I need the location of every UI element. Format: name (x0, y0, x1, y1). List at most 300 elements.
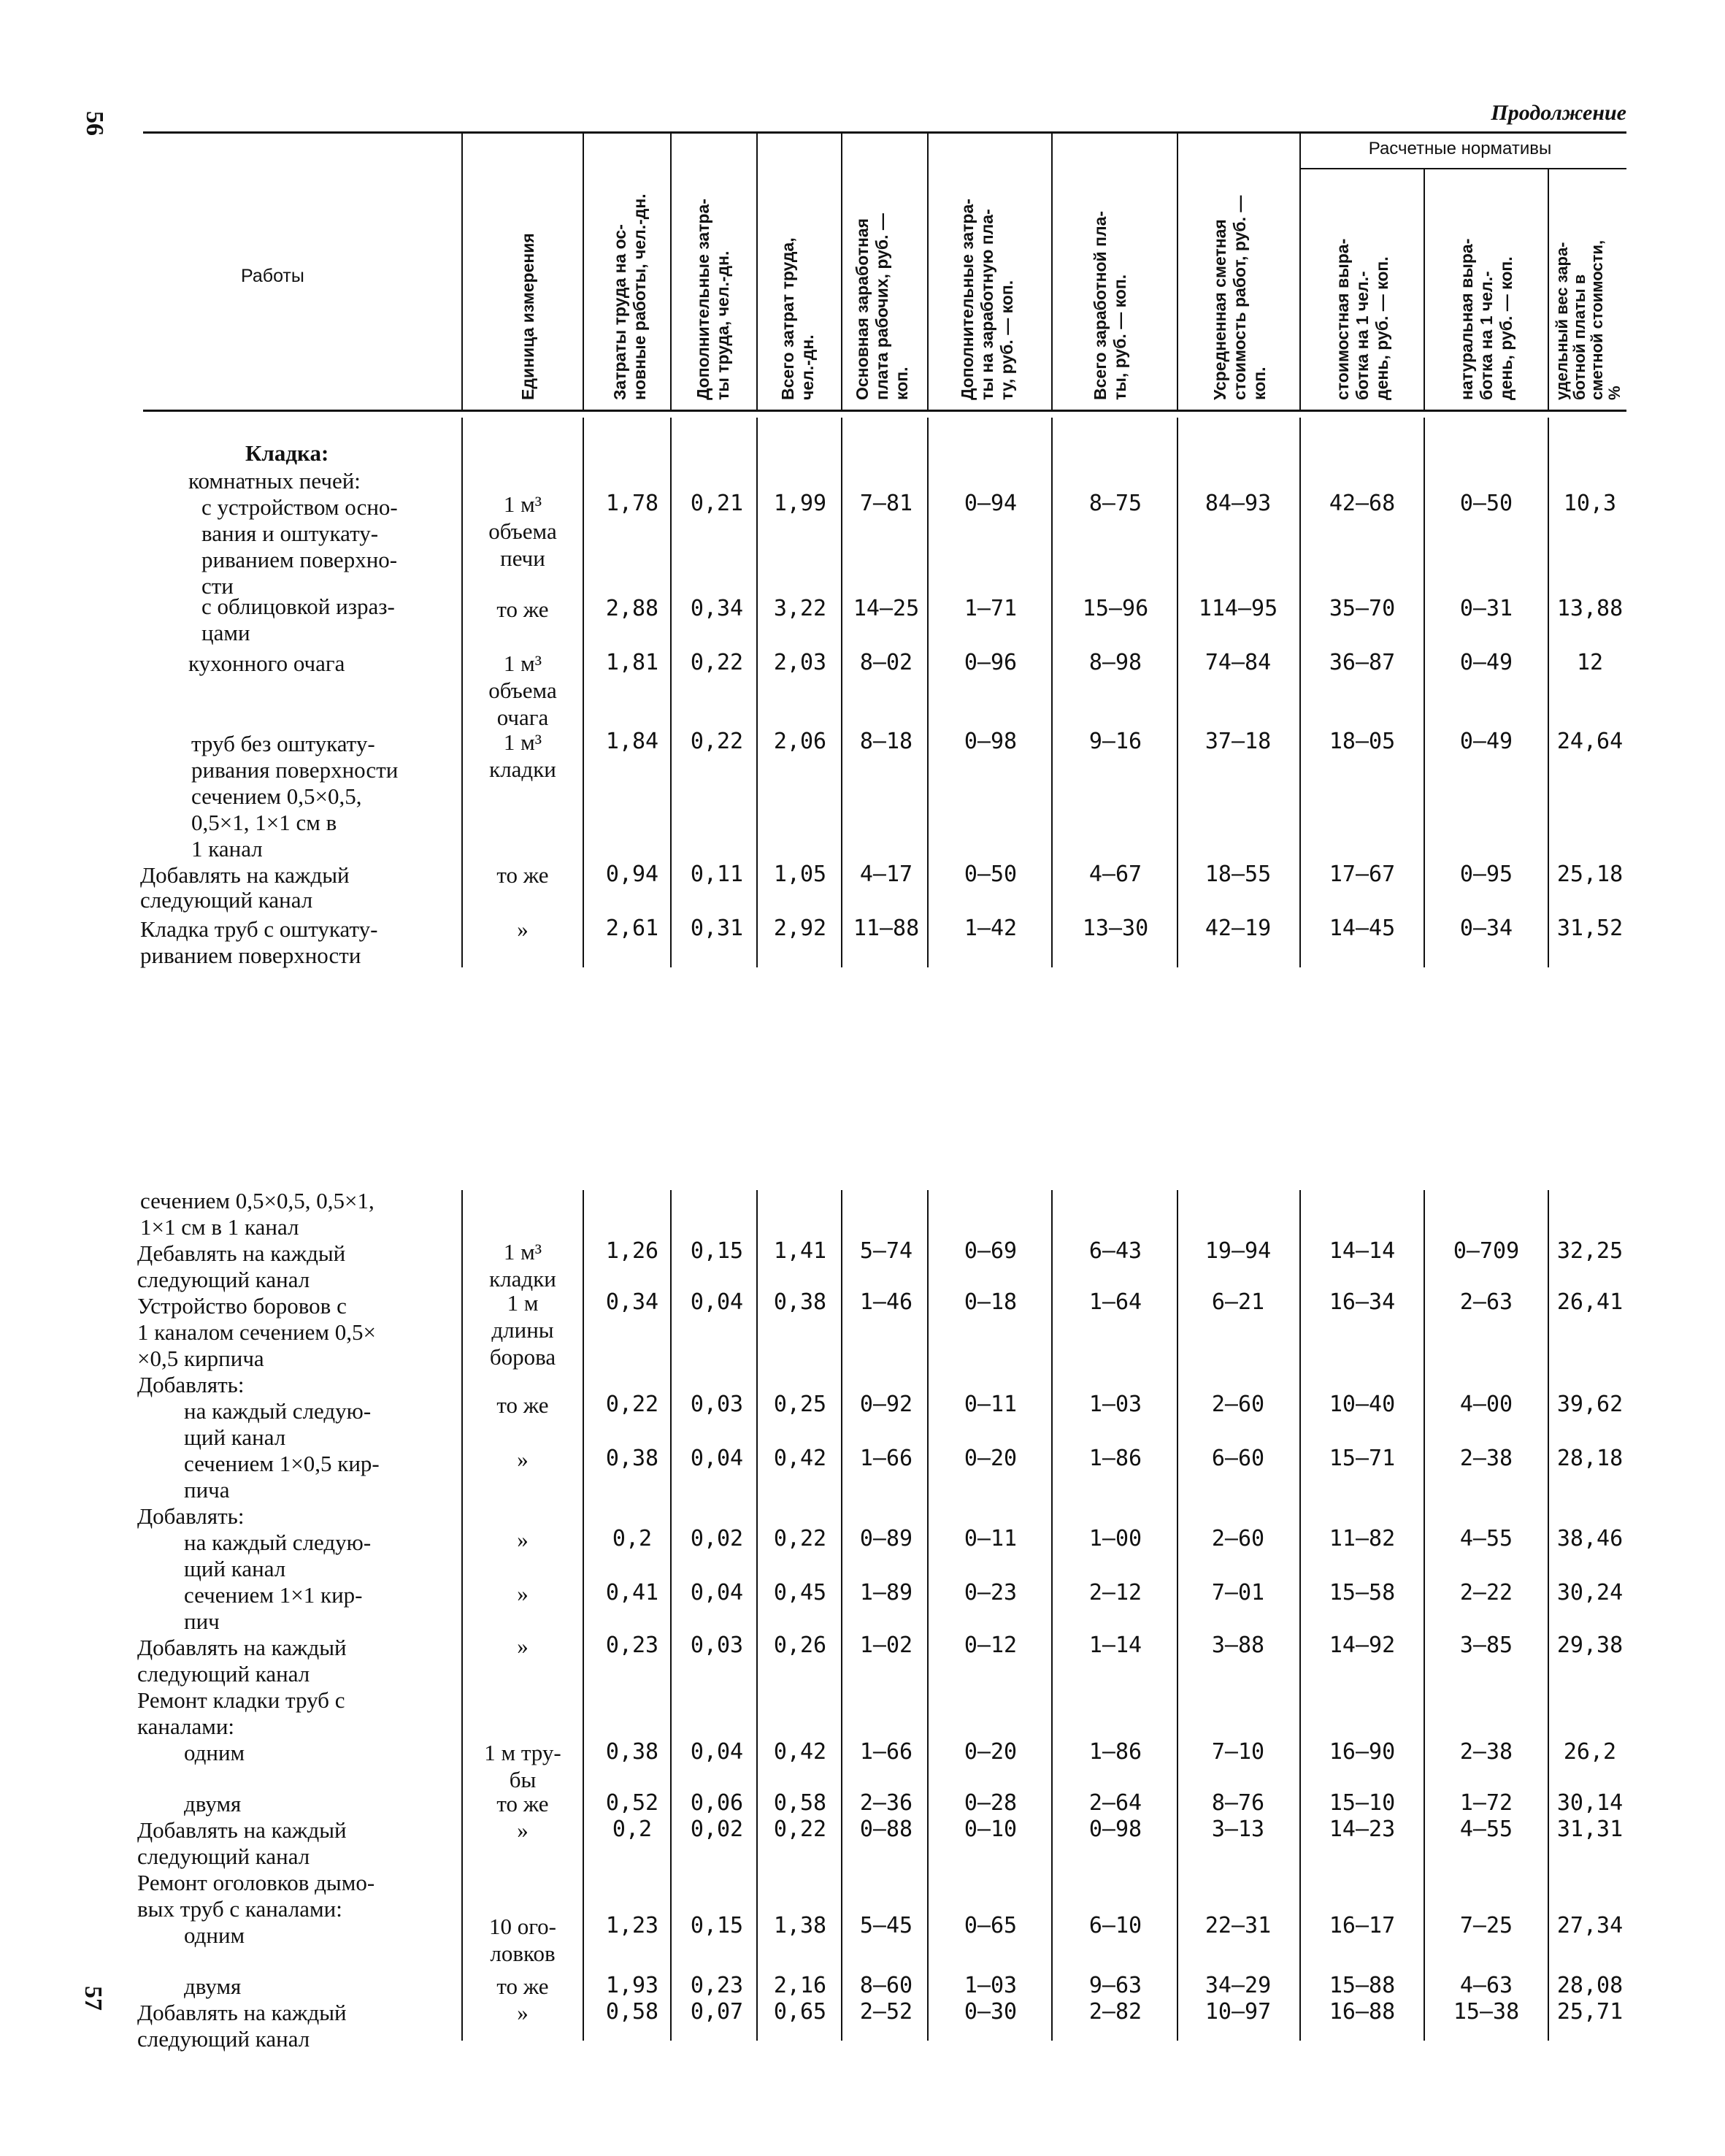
value-cell: 1,23 (605, 1913, 659, 1938)
value-cell: 0,04 (690, 1580, 744, 1606)
column-rule-header (1548, 169, 1549, 411)
work-line: кухонного очага (188, 651, 345, 676)
value-cell: 2—52 (859, 1999, 913, 2025)
value-cell: 38,46 (1556, 1526, 1624, 1551)
value-cell: 0,58 (605, 1999, 659, 2025)
work-line: ривания поверхности (191, 757, 399, 783)
value-cell: 1,26 (605, 1238, 659, 1264)
value-cell: 0—28 (964, 1790, 1018, 1816)
unit-cell: то же (496, 596, 549, 622)
value-cell: 0,23 (605, 1633, 659, 1658)
header-n3: удельный вес зара- ботной платы в сметной стоимости, % (1553, 239, 1624, 400)
unit-cell: 1 м длины борова (489, 1290, 556, 1370)
value-cell: 0—31 (1459, 596, 1513, 621)
work-line: следующий канал (137, 1267, 310, 1292)
value-cell: 0,04 (690, 1739, 744, 1765)
column-rule-header (841, 133, 842, 411)
work-line: сечением 0,5×0,5, 0,5×1, (140, 1188, 374, 1213)
value-cell: 4—17 (859, 862, 913, 887)
value-cell: 7—25 (1459, 1913, 1513, 1938)
value-cell: 1—64 (1088, 1289, 1142, 1315)
value-cell: 2—60 (1211, 1392, 1265, 1417)
value-cell: 2—63 (1459, 1289, 1513, 1315)
value-cell: 25,18 (1556, 862, 1624, 887)
work-line: сечением 1×0,5 кир- (184, 1451, 380, 1476)
header-works: Работы (241, 266, 304, 286)
value-cell: 0—98 (1088, 1817, 1142, 1842)
work-line: следующий канал (140, 887, 313, 913)
header-bottom-rule (143, 410, 1626, 412)
value-cell: 0—65 (964, 1913, 1018, 1938)
work-line: Устройство боровов с (137, 1293, 347, 1319)
value-cell: 28,08 (1556, 1973, 1624, 1998)
value-cell: 36—87 (1329, 650, 1396, 675)
value-cell: 1—03 (1088, 1392, 1142, 1417)
value-cell: 5—45 (859, 1913, 913, 1938)
work-line: с устройством осно- (201, 494, 398, 520)
value-cell: 18—05 (1329, 729, 1396, 754)
work-line: цами (201, 620, 250, 645)
value-cell: 4—55 (1459, 1817, 1513, 1842)
value-cell: 0,22 (773, 1817, 827, 1842)
column-rule-top (1424, 418, 1425, 967)
value-cell: 1—46 (859, 1289, 913, 1315)
work-line: 1 канал (191, 836, 263, 862)
value-cell: 0—12 (964, 1633, 1018, 1658)
value-cell: 2,03 (773, 650, 827, 675)
value-cell: 1—14 (1088, 1633, 1142, 1658)
value-cell: 0,07 (690, 1999, 744, 2025)
value-cell: 0—11 (964, 1526, 1018, 1551)
value-cell: 1,41 (773, 1238, 827, 1264)
value-cell: 2—12 (1088, 1580, 1142, 1606)
unit-cell: 1 м³ объема печи (488, 491, 557, 571)
value-cell: 1—42 (964, 916, 1018, 941)
value-cell: 4—55 (1459, 1526, 1513, 1551)
value-cell: 2,88 (605, 596, 659, 621)
unit-cell: » (517, 1527, 529, 1552)
value-cell: 27,34 (1556, 1913, 1624, 1938)
value-cell: 0—10 (964, 1817, 1018, 1842)
value-cell: 26,41 (1556, 1289, 1624, 1315)
value-cell: 1—72 (1459, 1790, 1513, 1816)
value-cell: 0,2 (612, 1526, 653, 1551)
value-cell: 1,78 (605, 491, 659, 516)
header-unit: Единица измерения (518, 233, 537, 400)
work-line: Дебавлять на каждый (137, 1240, 346, 1266)
column-rule-top (1299, 418, 1301, 967)
value-cell: 16—17 (1329, 1913, 1396, 1938)
value-cell: 0—98 (964, 729, 1018, 754)
value-cell: 0,15 (690, 1913, 744, 1938)
column-rule-header (1177, 133, 1178, 411)
value-cell: 0,11 (690, 862, 744, 887)
column-rule-header (583, 133, 584, 411)
value-cell: 1—02 (859, 1633, 913, 1658)
value-cell: 0—50 (1459, 491, 1513, 516)
value-cell: 0,04 (690, 1446, 744, 1471)
work-line: одним (184, 1740, 245, 1765)
work-line: 1 каналом сечением 0,5× (137, 1319, 376, 1345)
work-line: следующий канал (137, 1844, 310, 1869)
value-cell: 0,38 (605, 1739, 659, 1765)
value-cell: 2—22 (1459, 1580, 1513, 1606)
value-cell: 0—89 (859, 1526, 913, 1551)
value-cell: 26,2 (1563, 1739, 1617, 1765)
unit-cell: » (517, 916, 529, 942)
value-cell: 0,02 (690, 1817, 744, 1842)
value-cell: 25,71 (1556, 1999, 1624, 2025)
work-line: щий канал (184, 1424, 286, 1450)
value-cell: 0,58 (773, 1790, 827, 1816)
value-cell: 8—98 (1088, 650, 1142, 675)
value-cell: 31,31 (1556, 1817, 1624, 1842)
value-cell: 34—29 (1205, 1973, 1272, 1998)
work-line: на каждый следую- (184, 1530, 372, 1555)
value-cell: 8—60 (859, 1973, 913, 1998)
value-cell: 16—90 (1329, 1739, 1396, 1765)
value-cell: 0—49 (1459, 729, 1513, 754)
value-cell: 0,06 (690, 1790, 744, 1816)
value-cell: 1—00 (1088, 1526, 1142, 1551)
value-cell: 31,52 (1556, 916, 1624, 941)
value-cell: 6—60 (1211, 1446, 1265, 1471)
value-cell: 2—82 (1088, 1999, 1142, 2025)
work-line: следующий канал (137, 2026, 310, 2052)
unit-cell: то же (496, 1392, 549, 1418)
value-cell: 1,38 (773, 1913, 827, 1938)
value-cell: 39,62 (1556, 1392, 1624, 1417)
value-cell: 0,21 (690, 491, 744, 516)
continuation-label: Продолжение (1491, 101, 1626, 125)
work-line: на каждый следую- (184, 1398, 372, 1424)
value-cell: 0,22 (690, 650, 744, 675)
column-rule-bottom (583, 1190, 584, 2041)
work-line: пича (184, 1477, 230, 1503)
header-c4: Основная заработная плата рабочих, руб. — коп. (853, 213, 911, 400)
value-cell: 2—38 (1459, 1739, 1513, 1765)
value-cell: 1,93 (605, 1973, 659, 1998)
work-line: каналами: (137, 1714, 235, 1739)
value-cell: 1—89 (859, 1580, 913, 1606)
value-cell: 2—64 (1088, 1790, 1142, 1816)
column-rule-top (1548, 418, 1549, 967)
value-cell: 0,22 (690, 729, 744, 754)
value-cell: 8—75 (1088, 491, 1142, 516)
value-cell: 14—25 (853, 596, 920, 621)
value-cell: 29,38 (1556, 1633, 1624, 1658)
value-cell: 0,34 (690, 596, 744, 621)
value-cell: 0—95 (1459, 862, 1513, 887)
value-cell: 22—31 (1205, 1913, 1272, 1938)
work-line: щий канал (184, 1556, 286, 1581)
work-line: Кладка: (245, 440, 329, 466)
value-cell: 17—67 (1329, 862, 1396, 887)
value-cell: 1—66 (859, 1446, 913, 1471)
column-rule-top (1051, 418, 1053, 967)
unit-cell: » (517, 1817, 529, 1843)
value-cell: 0,02 (690, 1526, 744, 1551)
value-cell: 0,41 (605, 1580, 659, 1606)
work-line: следующий канал (137, 1661, 310, 1687)
value-cell: 4—67 (1088, 862, 1142, 887)
page-number-top: 56 (81, 111, 108, 136)
work-line: сти (201, 573, 234, 599)
header-c2: Дополнительные затра- ты труда, чел.-дн. (694, 199, 732, 400)
value-cell: 0,94 (605, 862, 659, 887)
work-line: ×0,5 кирпича (137, 1346, 264, 1371)
work-line: Ремонт оголовков дымо- (137, 1870, 375, 1895)
work-line: двумя (184, 1791, 242, 1817)
header-n2: натуральная выра- ботка на 1 чел.- день, руб. — коп. (1457, 238, 1515, 400)
work-line: риванием поверхно- (201, 547, 398, 572)
value-cell: 5—74 (859, 1238, 913, 1264)
work-line: пич (184, 1608, 220, 1634)
value-cell: 0,38 (773, 1289, 827, 1315)
value-cell: 2,06 (773, 729, 827, 754)
value-cell: 4—00 (1459, 1392, 1513, 1417)
work-line: Добавлять на каждый (137, 1817, 347, 1843)
value-cell: 0—50 (964, 862, 1018, 887)
value-cell: 15—10 (1329, 1790, 1396, 1816)
value-cell: 1—66 (859, 1739, 913, 1765)
column-rule-header (1051, 133, 1053, 411)
value-cell: 14—92 (1329, 1633, 1396, 1658)
column-rule-top (583, 418, 584, 967)
value-cell: 0—49 (1459, 650, 1513, 675)
value-cell: 2,61 (605, 916, 659, 941)
value-cell: 0,23 (690, 1973, 744, 1998)
value-cell: 114—95 (1198, 596, 1278, 621)
value-cell: 0—18 (964, 1289, 1018, 1315)
work-line: одним (184, 1922, 245, 1948)
value-cell: 0—709 (1453, 1238, 1520, 1264)
value-cell: 74—84 (1205, 650, 1272, 675)
column-rule-bottom (841, 1190, 842, 2041)
value-cell: 0,52 (605, 1790, 659, 1816)
value-cell: 14—45 (1329, 916, 1396, 941)
value-cell: 35—70 (1329, 596, 1396, 621)
value-cell: 2—38 (1459, 1446, 1513, 1471)
column-rule-bottom (1051, 1190, 1053, 2041)
value-cell: 15—88 (1329, 1973, 1396, 1998)
value-cell: 1,84 (605, 729, 659, 754)
value-cell: 13—30 (1082, 916, 1149, 941)
work-line: вых труб с каналами: (137, 1896, 342, 1922)
value-cell: 0—20 (964, 1739, 1018, 1765)
value-cell: 1,81 (605, 650, 659, 675)
value-cell: 3—85 (1459, 1633, 1513, 1658)
value-cell: 0,2 (612, 1817, 653, 1842)
column-rule-bottom (1299, 1190, 1301, 2041)
work-line: Добавлять: (137, 1372, 245, 1397)
value-cell: 6—10 (1088, 1913, 1142, 1938)
work-line: Добавлять на каждый (140, 862, 350, 888)
work-line: 1×1 см в 1 канал (140, 1214, 299, 1240)
unit-cell: 1 м³ кладки (489, 729, 556, 782)
value-cell: 42—19 (1205, 916, 1272, 941)
value-cell: 15—38 (1453, 1999, 1520, 2025)
value-cell: 10—97 (1205, 1999, 1272, 2025)
value-cell: 13,88 (1556, 596, 1624, 621)
value-cell: 11—82 (1329, 1526, 1396, 1551)
value-cell: 0,65 (773, 1999, 827, 2025)
header-norms: Расчетные нормативы (1368, 139, 1552, 158)
value-cell: 9—63 (1088, 1973, 1142, 1998)
value-cell: 0—69 (964, 1238, 1018, 1264)
value-cell: 14—23 (1329, 1817, 1396, 1842)
column-rule-header (670, 133, 672, 411)
work-line: сечением 1×1 кир- (184, 1582, 363, 1608)
unit-cell: 1 м³ объема очага (488, 651, 557, 730)
work-line: Кладка труб с оштукату- (140, 916, 378, 942)
value-cell: 6—43 (1088, 1238, 1142, 1264)
value-cell: 0,04 (690, 1289, 744, 1315)
value-cell: 0—92 (859, 1392, 913, 1417)
norms-subrule (1299, 168, 1626, 169)
column-rule-header (1299, 133, 1301, 411)
column-rule-top (841, 418, 842, 967)
value-cell: 7—01 (1211, 1580, 1265, 1606)
value-cell: 0—11 (964, 1392, 1018, 1417)
value-cell: 0—88 (859, 1817, 913, 1842)
unit-cell: то же (496, 1791, 549, 1817)
value-cell: 30,14 (1556, 1790, 1624, 1816)
value-cell: 0—23 (964, 1580, 1018, 1606)
value-cell: 0,31 (690, 916, 744, 941)
value-cell: 1,05 (773, 862, 827, 887)
column-rule-bottom (1548, 1190, 1549, 2041)
value-cell: 28,18 (1556, 1446, 1624, 1471)
value-cell: 0—20 (964, 1446, 1018, 1471)
value-cell: 2—36 (859, 1790, 913, 1816)
unit-cell: » (517, 1446, 529, 1472)
value-cell: 15—71 (1329, 1446, 1396, 1471)
value-cell: 14—14 (1329, 1238, 1396, 1264)
header-c1: Затраты труда на ос- новные работы, чел.-дн. (610, 193, 649, 400)
value-cell: 0,25 (773, 1392, 827, 1417)
value-cell: 1—86 (1088, 1446, 1142, 1471)
value-cell: 0—96 (964, 650, 1018, 675)
value-cell: 0,45 (773, 1580, 827, 1606)
value-cell: 0—30 (964, 1999, 1018, 2025)
value-cell: 1—86 (1088, 1739, 1142, 1765)
column-rule-top (927, 418, 929, 967)
value-cell: 11—88 (853, 916, 920, 941)
column-rule-bottom (1424, 1190, 1425, 2041)
work-line: Ремонт кладки труб с (137, 1687, 345, 1713)
value-cell: 8—18 (859, 729, 913, 754)
work-line: двумя (184, 1973, 242, 1999)
value-cell: 1—03 (964, 1973, 1018, 1998)
value-cell: 37—18 (1205, 729, 1272, 754)
work-line: 0,5×1, 1×1 см в (191, 810, 337, 835)
value-cell: 0,03 (690, 1392, 744, 1417)
value-cell: 7—81 (859, 491, 913, 516)
value-cell: 15—96 (1082, 596, 1149, 621)
unit-cell: 1 м тру- бы (484, 1740, 561, 1792)
header-c7: Усредненная сметная стоимость работ, руб. — коп. (1210, 195, 1269, 400)
value-cell: 18—55 (1205, 862, 1272, 887)
value-cell: 1—71 (964, 596, 1018, 621)
work-line: вания и оштукату- (201, 521, 379, 546)
work-line: Добавлять на каждый (137, 1635, 347, 1660)
value-cell: 0,42 (773, 1446, 827, 1471)
column-rule-bottom (927, 1190, 929, 2041)
value-cell: 0,38 (605, 1446, 659, 1471)
work-line: сечением 0,5×0,5, (191, 783, 362, 809)
value-cell: 12 (1576, 650, 1604, 675)
value-cell: 10,3 (1563, 491, 1617, 516)
unit-cell: » (517, 1633, 529, 1659)
work-line: комнатных печей: (188, 468, 361, 494)
value-cell: 16—34 (1329, 1289, 1396, 1315)
unit-cell: 10 ого- ловков (488, 1914, 557, 1966)
work-line: Добавлять: (137, 1503, 245, 1529)
work-line: Добавлять на каждый (137, 2000, 347, 2025)
value-cell: 32,25 (1556, 1238, 1624, 1264)
value-cell: 0—34 (1459, 916, 1513, 941)
value-cell: 2,92 (773, 916, 827, 941)
value-cell: 8—02 (859, 650, 913, 675)
value-cell: 15—58 (1329, 1580, 1396, 1606)
value-cell: 16—88 (1329, 1999, 1396, 2025)
value-cell: 10—40 (1329, 1392, 1396, 1417)
work-line: труб без оштукату- (191, 731, 375, 756)
value-cell: 2—60 (1211, 1526, 1265, 1551)
value-cell: 4—63 (1459, 1973, 1513, 1998)
column-rule-header (461, 133, 463, 411)
unit-cell: то же (496, 862, 549, 888)
value-cell: 30,24 (1556, 1580, 1624, 1606)
unit-cell: » (517, 1581, 529, 1606)
header-c5: Дополнительные затра- ты на заработную пла- ту, руб. — коп. (958, 199, 1016, 400)
value-cell: 8—76 (1211, 1790, 1265, 1816)
value-cell: 84—93 (1205, 491, 1272, 516)
work-line: риванием поверхности (140, 943, 361, 968)
value-cell: 2,16 (773, 1973, 827, 1998)
column-rule-header (1424, 169, 1425, 411)
value-cell: 0,34 (605, 1289, 659, 1315)
unit-cell: 1 м³ кладки (489, 1239, 556, 1292)
header-n1: стоимостная выра- ботка на 1 чел.- день, руб. — коп. (1333, 238, 1391, 400)
unit-cell: » (517, 2000, 529, 2025)
unit-cell: то же (496, 1973, 549, 1999)
value-cell: 9—16 (1088, 729, 1142, 754)
value-cell: 0—94 (964, 491, 1018, 516)
value-cell: 3,22 (773, 596, 827, 621)
column-rule-header (927, 133, 929, 411)
value-cell: 19—94 (1205, 1238, 1272, 1264)
header-c6: Всего заработной пла- ты, руб. — коп. (1091, 210, 1129, 400)
value-cell: 0,15 (690, 1238, 744, 1264)
value-cell: 1,99 (773, 491, 827, 516)
work-line: с облицовкой израз- (201, 594, 395, 619)
value-cell: 3—88 (1211, 1633, 1265, 1658)
value-cell: 0,26 (773, 1633, 827, 1658)
page-number-bottom: 57 (80, 1986, 107, 2011)
value-cell: 6—21 (1211, 1289, 1265, 1315)
value-cell: 3—13 (1211, 1817, 1265, 1842)
value-cell: 0,03 (690, 1633, 744, 1658)
column-rule-header (756, 133, 758, 411)
value-cell: 24,64 (1556, 729, 1624, 754)
value-cell: 42—68 (1329, 491, 1396, 516)
header-top-rule (143, 131, 1626, 134)
header-c3: Всего затрат труда, чел.-дн. (778, 237, 817, 400)
value-cell: 0,42 (773, 1739, 827, 1765)
value-cell: 0,22 (605, 1392, 659, 1417)
